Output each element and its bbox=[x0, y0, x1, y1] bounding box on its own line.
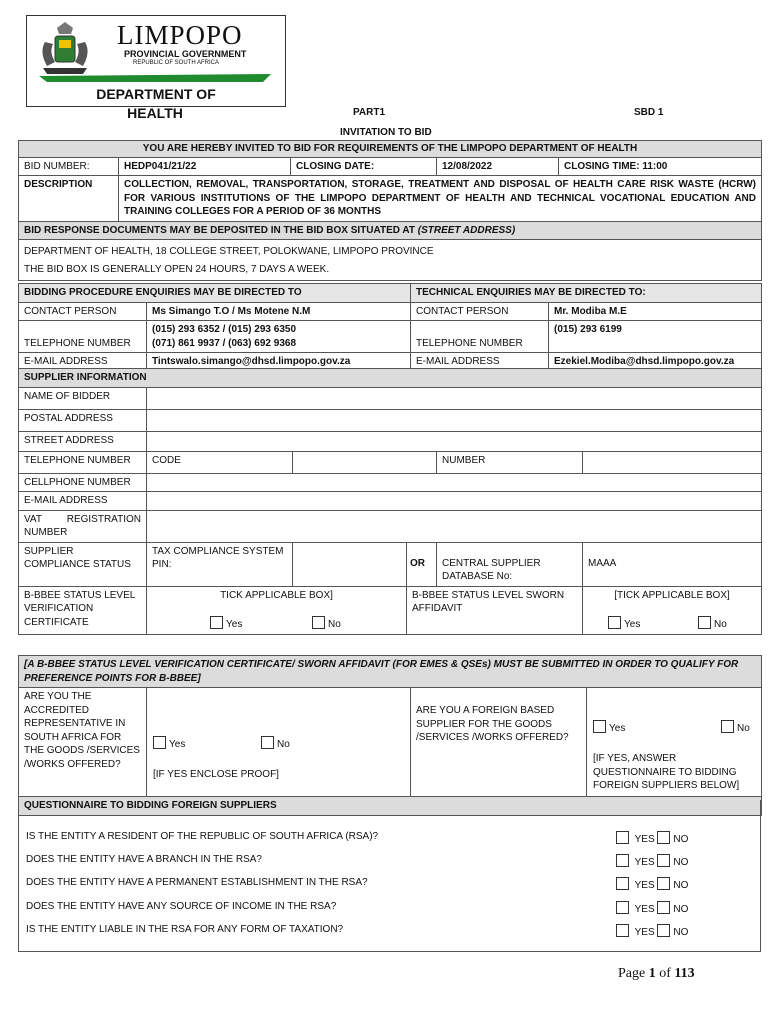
if-yes-note: [IF YES, ANSWER QUESTIONNAIRE TO BIDDING FOREIGN SUPPLIERS BELOW] bbox=[593, 753, 740, 791]
tech-email-label: E-MAIL ADDRESS bbox=[411, 353, 549, 372]
no-label: NO bbox=[673, 857, 689, 868]
no-label: NO bbox=[673, 880, 689, 891]
question-2 bbox=[26, 854, 756, 868]
q3-no-checkbox[interactable] bbox=[657, 877, 670, 890]
code-field[interactable] bbox=[293, 451, 437, 473]
accredited-question: ARE YOU THE ACCREDITED REPRESENTATIVE IN SOUTH AFRICA FOR THE GOODS /SERVICES /WORKS OFFERED? bbox=[19, 688, 147, 797]
tech-telephone-value: (015) 293 6199 bbox=[549, 321, 762, 353]
bid-telephone-label: TELEPHONE NUMBER bbox=[19, 321, 147, 353]
vat-label: VAT REGISTRATION NUMBER bbox=[19, 510, 147, 542]
sbd-label: SBD 1 bbox=[634, 107, 664, 118]
bid-number-value: HEDP041/21/22 bbox=[119, 157, 291, 176]
no-label: No bbox=[328, 619, 341, 630]
question-5 bbox=[26, 924, 756, 938]
bbbee-affidavit-label: B-BBEE STATUS LEVEL SWORN AFFIDAVIT bbox=[407, 586, 583, 634]
compliance-status-label: SUPPLIER COMPLIANCE STATUS bbox=[19, 542, 147, 586]
page-number: 1 bbox=[648, 966, 656, 981]
q4-yes-checkbox[interactable] bbox=[616, 901, 629, 914]
street-address-label: STREET ADDRESS bbox=[19, 431, 147, 451]
bbbee-certificate-label: B-BBEE STATUS LEVEL VERIFICATION CERTIFICATE bbox=[19, 586, 147, 634]
supplier-info-title: SUPPLIER INFORMATION bbox=[19, 369, 762, 388]
accredited-no-checkbox[interactable] bbox=[261, 736, 274, 749]
bid-contact-value: Ms Simango T.O / Ms Motene N.M bbox=[147, 302, 411, 321]
bidding-enquiries-title: BIDDING PROCEDURE ENQUIRIES MAY BE DIRECTED TO bbox=[19, 284, 411, 303]
foreign-no-checkbox[interactable] bbox=[721, 720, 734, 733]
bid-email-value: Tintswalo.simango@dhsd.limpopo.gov.za bbox=[147, 353, 411, 372]
bid-contact-label: CONTACT PERSON bbox=[19, 302, 147, 321]
bbbee-affidavit-options bbox=[583, 586, 762, 634]
closing-date-value: 12/08/2022 bbox=[437, 157, 559, 176]
question-1 bbox=[26, 831, 756, 845]
page-footer: Page 1 of 113 bbox=[618, 966, 695, 981]
bbbee-aff-yes-checkbox[interactable] bbox=[608, 616, 621, 629]
cellphone-field[interactable] bbox=[147, 473, 762, 492]
bbbee-aff-no-checkbox[interactable] bbox=[698, 616, 711, 629]
yes-label: Yes bbox=[169, 739, 186, 750]
bbbee-cert-no-checkbox[interactable] bbox=[312, 616, 325, 629]
or-label: OR bbox=[407, 542, 437, 586]
technical-enquiries-title: TECHNICAL ENQUIRIES MAY BE DIRECTED TO: bbox=[411, 284, 762, 303]
bid-telephone-value: (015) 293 6352 / (015) 293 6350 (071) 861 9937 / (063) 692 9368 bbox=[147, 321, 411, 353]
yes-label: Yes bbox=[609, 723, 626, 734]
number-field[interactable] bbox=[583, 451, 762, 473]
representative-table bbox=[18, 655, 762, 816]
question-text: DOES THE ENTITY HAVE A PERMANENT ESTABLISHMENT IN THE RSA? bbox=[26, 877, 368, 888]
closing-date-label: CLOSING DATE: bbox=[291, 157, 437, 176]
no-label: NO bbox=[673, 834, 689, 845]
tax-pin-label: TAX COMPLIANCE SYSTEM PIN: bbox=[147, 542, 293, 586]
tech-email-value: Ezekiel.Modiba@dhsd.limpopo.gov.za bbox=[549, 353, 762, 372]
q5-no-checkbox[interactable] bbox=[657, 924, 670, 937]
bid-box-address: DEPARTMENT OF HEALTH, 18 COLLEGE STREET, POLOKWANE, LIMPOPO PROVINCE bbox=[19, 240, 762, 261]
no-label: No bbox=[737, 723, 750, 734]
telephone-label: TELEPHONE NUMBER bbox=[19, 451, 147, 473]
org-country: REPUBLIC OF SOUTH AFRICA bbox=[133, 60, 220, 66]
street-address-field[interactable] bbox=[147, 431, 762, 451]
no-label: NO bbox=[673, 927, 689, 938]
invite-heading: YOU ARE HEREBY INVITED TO BID FOR REQUIREMENTS OF THE LIMPOPO DEPARTMENT OF HEALTH bbox=[19, 141, 762, 158]
postal-address-label: POSTAL ADDRESS bbox=[19, 409, 147, 431]
closing-time: CLOSING TIME: 11:00 bbox=[559, 157, 762, 176]
tech-contact-value: Mr. Modiba M.E bbox=[549, 302, 762, 321]
question-text: DOES THE ENTITY HAVE ANY SOURCE OF INCOME IN THE RSA? bbox=[26, 901, 337, 912]
part-label: PART1 bbox=[353, 107, 386, 118]
csd-field[interactable]: MAAA bbox=[583, 542, 762, 586]
no-label: No bbox=[714, 619, 727, 630]
deposit-heading: BID RESPONSE DOCUMENTS MAY BE DEPOSITED IN THE BID BOX SITUATED AT (STREET ADDRESS) bbox=[19, 221, 762, 240]
yes-label: Yes bbox=[624, 619, 641, 630]
postal-address-field[interactable] bbox=[147, 409, 762, 431]
q2-no-checkbox[interactable] bbox=[657, 854, 670, 867]
description-value: COLLECTION, REMOVAL, TRANSPORTATION, STORAGE, TREATMENT AND DISPOSAL OF HEALTH CARE RISK WASTE (HCRW) FOR VARIOUS INSTITUTIONS OF THE LIMPOPO DEPARTMENT OF HEALTH AND TECHNICAL VOCATIONAL EDUCATION AND TRAINING COLLEGES FOR A PERIOD OF 36 MONTHS bbox=[119, 176, 762, 222]
csd-label: CENTRAL SUPPLIER DATABASE No: bbox=[437, 542, 583, 586]
tech-contact-label: CONTACT PERSON bbox=[411, 302, 549, 321]
yes-label: Yes bbox=[226, 619, 243, 630]
vat-field[interactable] bbox=[147, 510, 762, 542]
foreign-options bbox=[587, 688, 762, 797]
supplier-email-label: E-MAIL ADDRESS bbox=[19, 492, 147, 511]
question-4 bbox=[26, 901, 756, 915]
q1-yes-checkbox[interactable] bbox=[616, 831, 629, 844]
no-label: NO bbox=[673, 904, 689, 915]
tick-applicable-label: TICK APPLICABLE BOX] bbox=[220, 589, 333, 601]
tax-pin-field[interactable] bbox=[293, 542, 407, 586]
bid-number-label: BID NUMBER: bbox=[19, 157, 119, 176]
no-label: No bbox=[277, 739, 290, 750]
department-line1: DEPARTMENT OF bbox=[96, 86, 216, 102]
number-label: NUMBER bbox=[437, 451, 583, 473]
question-text: DOES THE ENTITY HAVE A BRANCH IN THE RSA? bbox=[26, 854, 262, 865]
supplier-table bbox=[18, 368, 762, 635]
bid-box-hours: THE BID BOX IS GENERALLY OPEN 24 HOURS, 7 DAYS A WEEK. bbox=[19, 261, 762, 281]
question-text: IS THE ENTITY A RESIDENT OF THE REPUBLIC OF SOUTH AFRICA (RSA)? bbox=[26, 831, 379, 842]
cellphone-label: CELLPHONE NUMBER bbox=[19, 473, 147, 492]
invitation-title: INVITATION TO BID bbox=[340, 127, 432, 138]
bidder-name-field[interactable] bbox=[147, 387, 762, 409]
yes-label: YES bbox=[634, 857, 655, 868]
accredited-yes-checkbox[interactable] bbox=[153, 736, 166, 749]
enclose-proof-note: [IF YES ENCLOSE PROOF] bbox=[153, 769, 279, 780]
bid-info-table bbox=[18, 140, 762, 281]
tech-telephone-label: TELEPHONE NUMBER bbox=[411, 321, 549, 353]
q2-yes-checkbox[interactable] bbox=[616, 854, 629, 867]
department-line2: HEALTH bbox=[127, 105, 183, 121]
bid-email-label: E-MAIL ADDRESS bbox=[19, 353, 147, 372]
org-subtitle: PROVINCIAL GOVERNMENT bbox=[124, 49, 247, 59]
yes-label: YES bbox=[634, 927, 655, 938]
enquiries-table bbox=[18, 283, 762, 372]
logo-box bbox=[26, 15, 286, 107]
question-text: IS THE ENTITY LIABLE IN THE RSA FOR ANY FORM OF TAXATION? bbox=[26, 924, 344, 935]
questionnaire-title: QUESTIONNAIRE TO BIDDING FOREIGN SUPPLIERS bbox=[19, 797, 762, 816]
yes-label: YES bbox=[634, 904, 655, 915]
foreign-question: ARE YOU A FOREIGN BASED SUPPLIER FOR THE GOODS /SERVICES /WORKS OFFERED? bbox=[411, 688, 587, 797]
foreign-yes-checkbox[interactable] bbox=[593, 720, 606, 733]
q3-yes-checkbox[interactable] bbox=[616, 877, 629, 890]
description-label: DESCRIPTION bbox=[19, 176, 119, 222]
question-3 bbox=[26, 877, 756, 891]
tick-applicable-label-2: [TICK APPLICABLE BOX] bbox=[614, 589, 730, 601]
q5-yes-checkbox[interactable] bbox=[616, 924, 629, 937]
yes-label: YES bbox=[634, 834, 655, 845]
bbbee-cert-yes-checkbox[interactable] bbox=[210, 616, 223, 629]
code-label: CODE bbox=[147, 451, 293, 473]
bbbee-notice: [A B-BBEE STATUS LEVEL VERIFICATION CERTIFICATE/ SWORN AFFIDAVIT (FOR EMES & QSEs) MUST BE SUBMITTED IN ORDER TO QUALIFY FOR PREFERENCE POINTS FOR B-BBEE] bbox=[19, 656, 762, 688]
logo-swoosh-icon bbox=[35, 70, 275, 86]
supplier-email-field[interactable] bbox=[147, 492, 762, 511]
bidder-name-label: NAME OF BIDDER bbox=[19, 387, 147, 409]
bbbee-certificate-options bbox=[147, 586, 407, 634]
q1-no-checkbox[interactable] bbox=[657, 831, 670, 844]
q4-no-checkbox[interactable] bbox=[657, 901, 670, 914]
org-name: LIMPOPO bbox=[117, 20, 243, 50]
accredited-options bbox=[147, 688, 411, 797]
page-total: 113 bbox=[674, 966, 695, 981]
yes-label: YES bbox=[634, 880, 655, 891]
